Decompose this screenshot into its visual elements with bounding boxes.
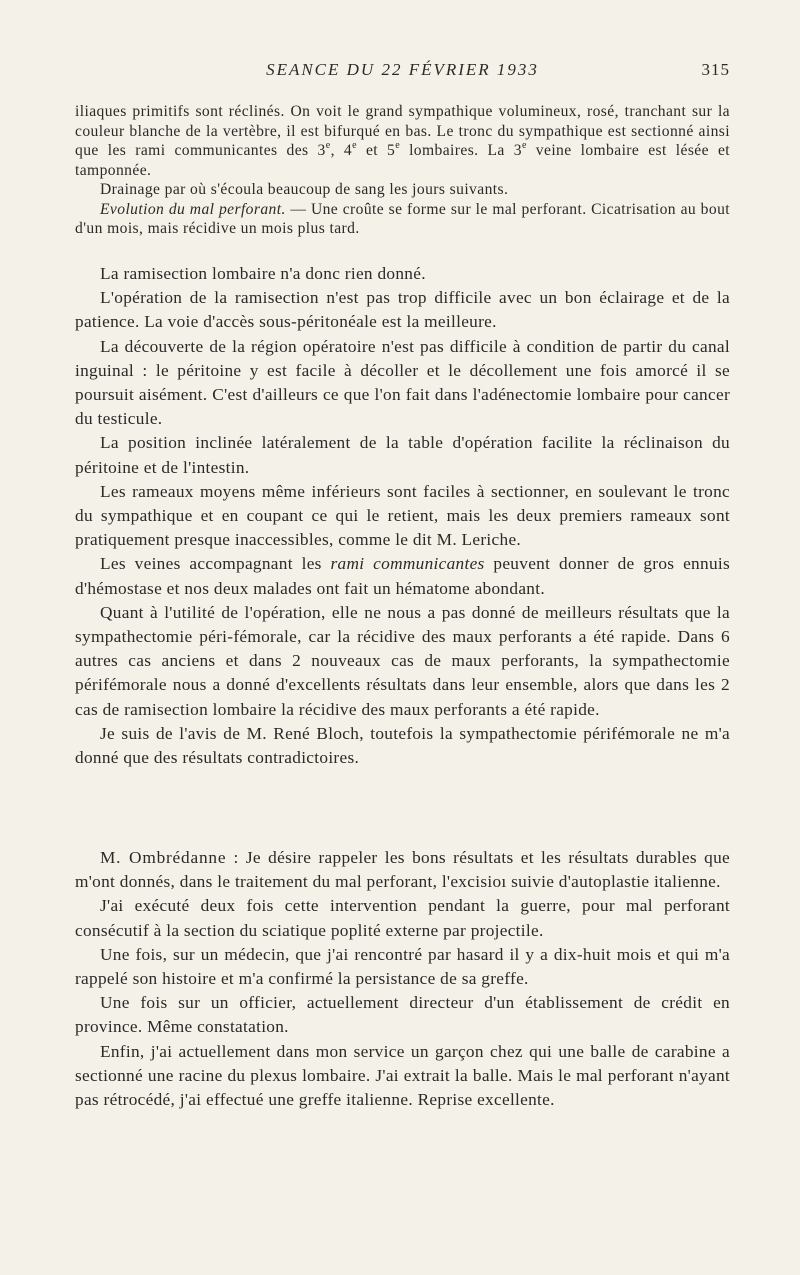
- body-paragraph: Quant à l'utilité de l'opération, elle ne nous a pas donné de meilleurs résultats que la sympathectomie péri-fémorale, car la récidive des maux perforants a été rapide. Dans 6 autres cas anciens et dans 2 nouveaux cas de maux perforants, la sympathectomie périfémorale nous a donné d'excellents résultats dans leur ensemble, alors que dans les 2 cas de ramisection lombaire la récidive des maux perforants a été rapide.: [75, 602, 730, 719]
- case-report-block: [75, 102, 730, 239]
- body-paragraph: L'opération de la ramisection n'est pas trop difficile avec un bon éclairage et de la patience. La voie d'accès sous-péritonéale est la meilleure.: [75, 288, 730, 332]
- case-paragraph-2: Drainage par où s'écoula beaucoup de sang les jours suivants.: [100, 181, 509, 198]
- case-paragraph-3: Evolution du mal perforant. — Une croûte se forme sur le mal perforant. Cicatrisation au bout d'un mois, mais récidive un mois plus tard.: [75, 200, 730, 237]
- discussion-paragraph: Enfin, j'ai actuellement dans mon service un garçon chez qui une balle de carabine a sectionné une racine du plexus lombaire. J'ai extrait la balle. Mais le mal perforant n'ayant pas rétrocédé, j'ai effectué une greffe italienne. Reprise excellente.: [75, 1041, 730, 1110]
- body-paragraph: La ramisection lombaire n'a donc rien donné.: [100, 264, 426, 283]
- case-paragraph-1: iliaques primitifs sont réclinés. On voit le grand sympathique volumineux, rosé, tranchant sur la couleur blanche de la vertèbre, il est bifurqué en bas. Le tronc du sympathique est sectionné ainsi que les rami communicantes des 3e, 4e et 5e lombaires. La 3e veine lombaire est lésée et tamponnée.: [75, 103, 731, 179]
- discussion-block: [75, 846, 730, 1112]
- evolution-heading: Evolution du mal perforant.: [100, 200, 286, 218]
- page-number: 315: [701, 60, 730, 79]
- body-paragraph: Les rameaux moyens même inférieurs sont faciles à sectionner, en soulevant le tronc du sympathique et en coupant ce qui le retient, mais les deux premiers rameaux sont pratiquement presque inaccessibles, comme le dit M. Leriche.: [75, 481, 730, 550]
- conclusions-block: [75, 262, 730, 770]
- body-paragraph: Les veines accompagnant les rami communicantes peuvent donner de gros ennuis d'hémostase et nos deux malades ont fait un hématome abondant.: [75, 554, 731, 598]
- discussion-paragraph: Une fois sur un officier, actuellement directeur d'un établissement de crédit en province. Même constatation.: [75, 993, 730, 1037]
- body-paragraph: Je suis de l'avis de M. René Bloch, toutefois la sympathectomie périfémorale ne m'a donné que des résultats contradictoires.: [75, 723, 730, 768]
- body-paragraph: La découverte de la région opératoire n'est pas difficile à condition de partir du canal inguinal : le péritoine y est facile à décoller et le décollement une fois amorcé il se poursuit aisément. C'est d'ailleurs ce que l'on fait dans l'adénectomie lombaire pour cancer du testicule.: [75, 336, 730, 429]
- discussion-paragraph: M. Ombrédanne : Je désire rappeler les bons résultats et les résultats durables que m'ont donnés, dans le traitement du mal perforant, l'excisioı suivie d'autoplastie italienne.: [75, 848, 731, 892]
- discussion-paragraph: J'ai exécuté deux fois cette intervention pendant la guerre, pour mal perforant consécutif à la section du sciatique poplité externe par projectile.: [75, 896, 730, 940]
- body-paragraph: La position inclinée latéralement de la table d'opération facilite la réclinaison du péritoine et de l'intestin.: [75, 433, 730, 477]
- discussion-paragraph: Une fois, sur un médecin, que j'ai rencontré par hasard il y a dix-huit mois et qui m'a rappelé son histoire et m'a confirmé la persistance de sa greffe.: [75, 944, 730, 989]
- speaker-name: M. Ombrédanne: [100, 848, 227, 867]
- header-title: SEANCE DU 22 FÉVRIER 1933: [266, 60, 539, 79]
